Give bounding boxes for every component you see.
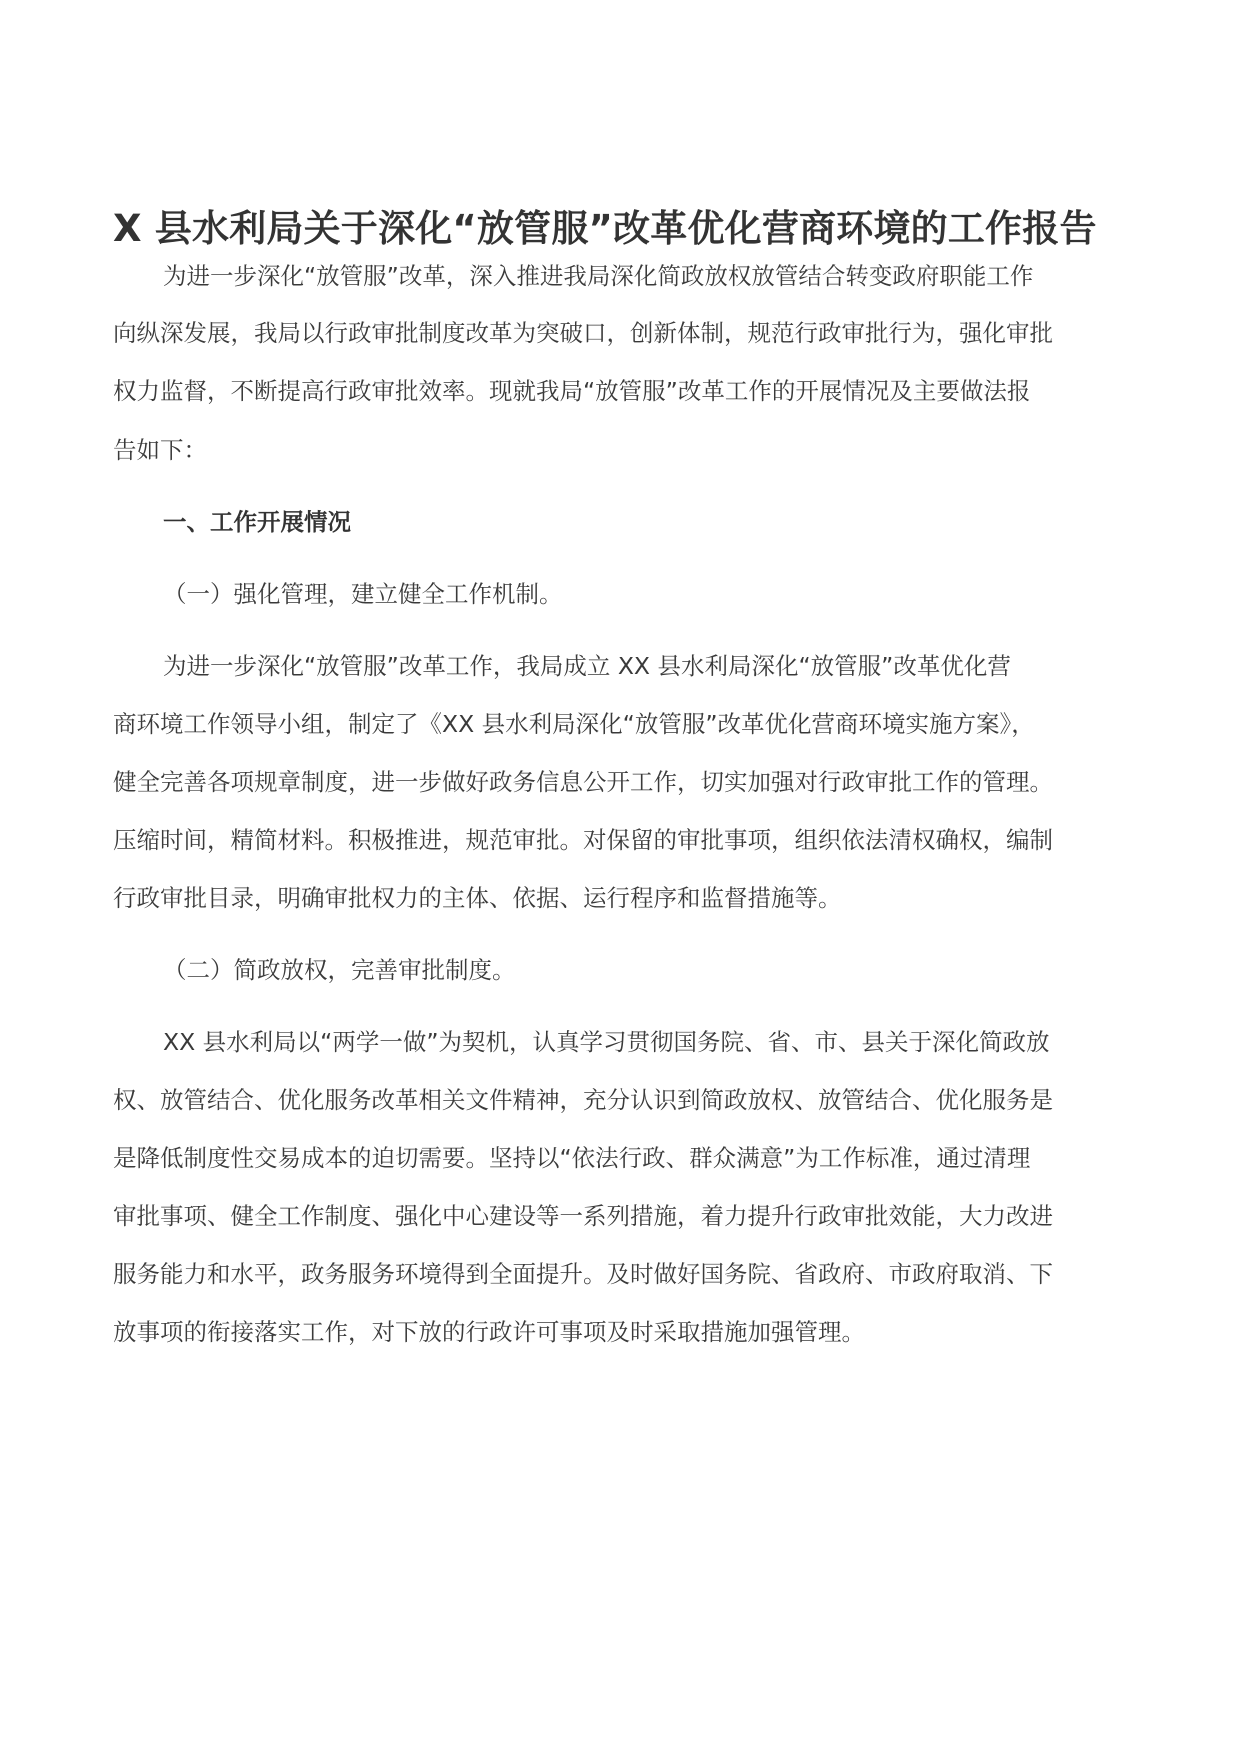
sub1-line-1: 为进一步深化“放管服”改革工作，我局成立 XX 县水利局深化“放管服”改革优化营 — [163, 652, 1011, 680]
section-heading-work-status: 一、工作开展情况 — [163, 508, 351, 536]
sub1-line-5: 行政审批目录，明确审批权力的主体、依据、运行程序和监督措施等。 — [113, 884, 842, 912]
sub2-line-6: 放事项的衔接落实工作，对下放的行政许可事项及时采取措施加强管理。 — [113, 1318, 865, 1346]
sub1-line-3: 健全完善各项规章制度，进一步做好政务信息公开工作，切实加强对行政审批工作的管理。 — [113, 768, 1053, 796]
intro-line-4: 告如下： — [113, 436, 207, 464]
sub2-line-5: 服务能力和水平，政务服务环境得到全面提升。及时做好国务院、省政府、市政府取消、下 — [113, 1260, 1053, 1288]
intro-line-2: 向纵深发展，我局以行政审批制度改革为突破口，创新体制，规范行政审批行为，强化审批 — [113, 319, 1053, 347]
subheading-streamline-administration: （二）简政放权，完善审批制度。 — [163, 956, 516, 984]
intro-line-1: 为进一步深化“放管服”改革，深入推进我局深化简政放权放管结合转变政府职能工作 — [163, 262, 1034, 290]
document-title: X 县水利局关于深化“放管服”改革优化营商环境的工作报告 — [113, 207, 1097, 250]
intro-line-3: 权力监督，不断提高行政审批效率。现就我局“放管服”改革工作的开展情况及主要做法报 — [113, 377, 1031, 405]
sub2-line-2: 权、放管结合、优化服务改革相关文件精神，充分认识到简政放权、放管结合、优化服务是 — [113, 1086, 1053, 1114]
sub2-line-3: 是降低制度性交易成本的迫切需要。坚持以“依法行政、群众满意”为工作标准，通过清理 — [113, 1144, 1031, 1172]
sub2-line-1: XX 县水利局以“两学一做”为契机，认真学习贯彻国务院、省、市、县关于深化简政放 — [163, 1028, 1050, 1056]
sub1-line-4: 压缩时间，精简材料。积极推进，规范审批。对保留的审批事项，组织依法清权确权，编制 — [113, 826, 1053, 854]
sub2-line-4: 审批事项、健全工作制度、强化中心建设等一系列措施，着力提升行政审批效能，大力改进 — [113, 1202, 1053, 1230]
subheading-strengthen-management: （一）强化管理，建立健全工作机制。 — [163, 580, 563, 608]
sub1-line-2: 商环境工作领导小组，制定了《XX 县水利局深化“放管服”改革优化营商环境实施方案》， — [113, 710, 1035, 738]
